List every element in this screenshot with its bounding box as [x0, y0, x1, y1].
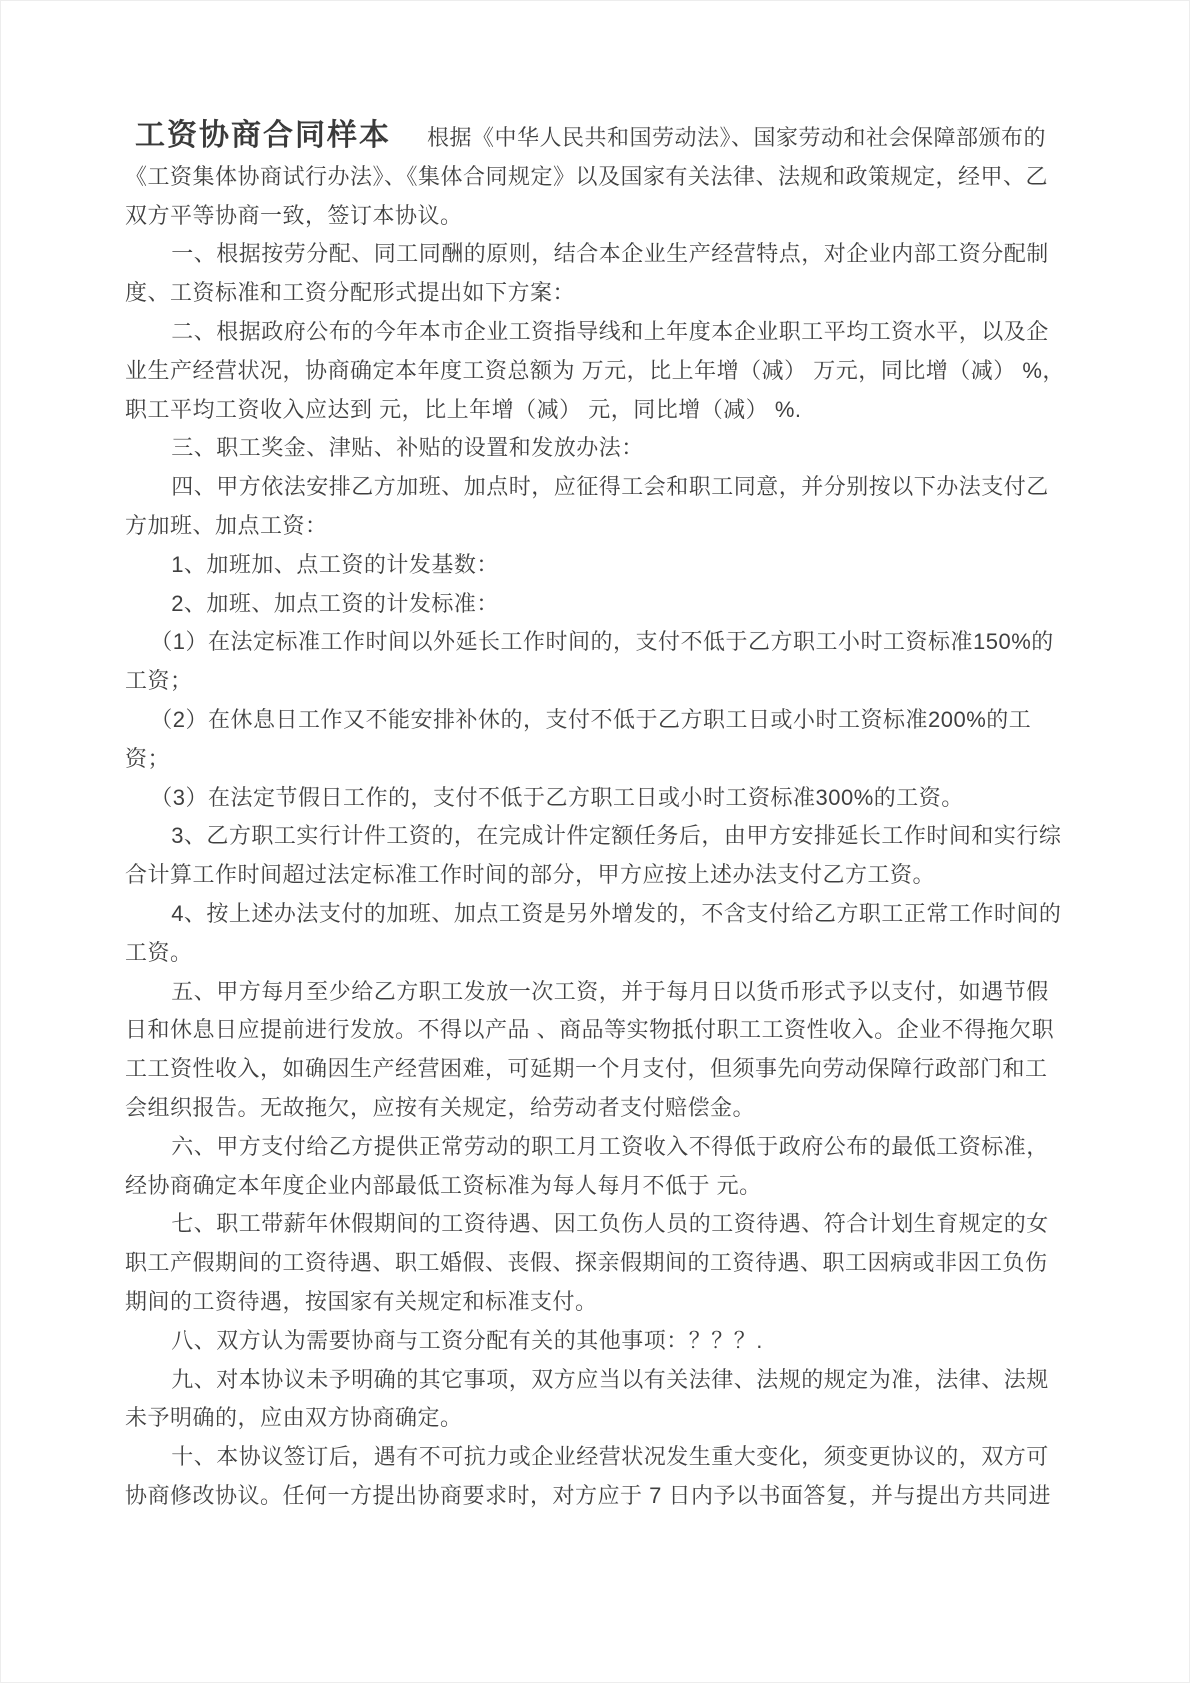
contract-paragraph: 九、对本协议未予明确的其它事项，双方应当以有关法律、法规的规定为准，法律、法规未予明确的，应由双方协商确定。 — [125, 1366, 1049, 1431]
contract-paragraph: 四、甲方依法安排乙方加班、加点时，应征得工会和职工同意，并分别按以下办法支付乙方加班、加点工资： — [125, 474, 1049, 538]
contract-paragraph: 1、加班加、点工资的计发基数： — [171, 551, 499, 577]
contract-paragraph: 五、甲方每月至少给乙方职工发放一次工资，并于每月日以货币形式予以支付，如遇节假日和休息日应提前进行发放。不得以产品 、商品等实物抵付职工工资性收入。企业不得拖欠职工工资性收入，如确因生产经营困难，可延期一个月支付，但须事先向劳动保障行政部门和工会组织报告。无故拖欠，应按有关规定，给劳动者支付赔偿金。 — [125, 978, 1055, 1120]
contract-paragraph: 一、根据按劳分配、同工同酬的原则，结合本企业生产经营特点，对企业内部工资分配制度、工资标准和工资分配形式提出如下方案： — [125, 241, 1049, 306]
contract-paragraph: 4、按上述办法支付的加班、加点工资是另外增发的，不含支付给乙方职工正常工作时间的工资。 — [125, 900, 1062, 965]
contract-paragraph: 十、本协议签订后，遇有不可抗力或企业经营状况发生重大变化，须变更协议的，双方可协商修改协议。任何一方提出协商要求时，对方应于 7 日内予以书面答复，并与提出方共同进 — [125, 1444, 1051, 1508]
contract-paragraph: 八、双方认为需要协商与工资分配有关的其他事项：？？？. — [171, 1327, 763, 1353]
contract-paragraph: 三、职工奖金、津贴、补贴的设置和发放办法： — [171, 435, 644, 461]
contract-paragraph: 二、根据政府公布的今年本市企业工资指导线和上年度本企业职工平均工资水平，以及企业生产经营状况，协商确定本年度工资总额为 万元，比上年增（减） 万元，同比增（减） %，职工平均工资收入应达到 元，比上年增（减） 元，同比增（减） %. — [125, 318, 1065, 422]
contract-paragraph: 七、职工带薪年休假期间的工资待遇、因工负伤人员的工资待遇、符合计划生育规定的女职工产假期间的工资待遇、职工婚假、丧假、探亲假期间的工资待遇、职工因病或非因工负伤期间的工资待遇，按国家有关规定和标准支付。 — [125, 1211, 1049, 1314]
document-intro: 根据《中华人民共和国劳动法》、国家劳动和社会保障部颁布的《工资集体协商试行办法》、《集体合同规定》以及国家有关法律、法规和政策规定，经甲、乙双方平等协商一致，签订本协议。 — [125, 125, 1049, 228]
contract-body — [125, 117, 1066, 1516]
contract-paragraph: 3、乙方职工实行计件工资的，在完成计件定额任务后，由甲方安排延长工作时间和实行综合计算工作时间超过法定标准工作时间的部分，甲方应按上述办法支付乙方工资。 — [125, 823, 1062, 888]
contract-paragraph: 2、加班、加点工资的计发标准： — [171, 590, 499, 616]
contract-paragraph: 六、甲方支付给乙方提供正常劳动的职工月工资收入不得低于政府公布的最低工资标准，经协商确定本年度企业内部最低工资标准为每人每月不低于 元。 — [125, 1133, 1049, 1198]
document-title: 工资协商合同样本 — [135, 119, 391, 152]
contract-first-paragraph — [125, 117, 1066, 235]
contract-paragraphs — [125, 235, 1066, 1515]
contract-paragraph: （1）在法定标准工作时间以外延长工作时间的，支付不低于乙方职工小时工资标准150%的工资； — [125, 629, 1054, 694]
contract-paragraph: （3）在法定节假日工作的，支付不低于乙方职工日或小时工资标准300%的工资。 — [150, 784, 964, 810]
contract-paragraph: （2）在休息日工作又不能安排补休的，支付不低于乙方职工日或小时工资标准200%的工资； — [125, 706, 1032, 771]
